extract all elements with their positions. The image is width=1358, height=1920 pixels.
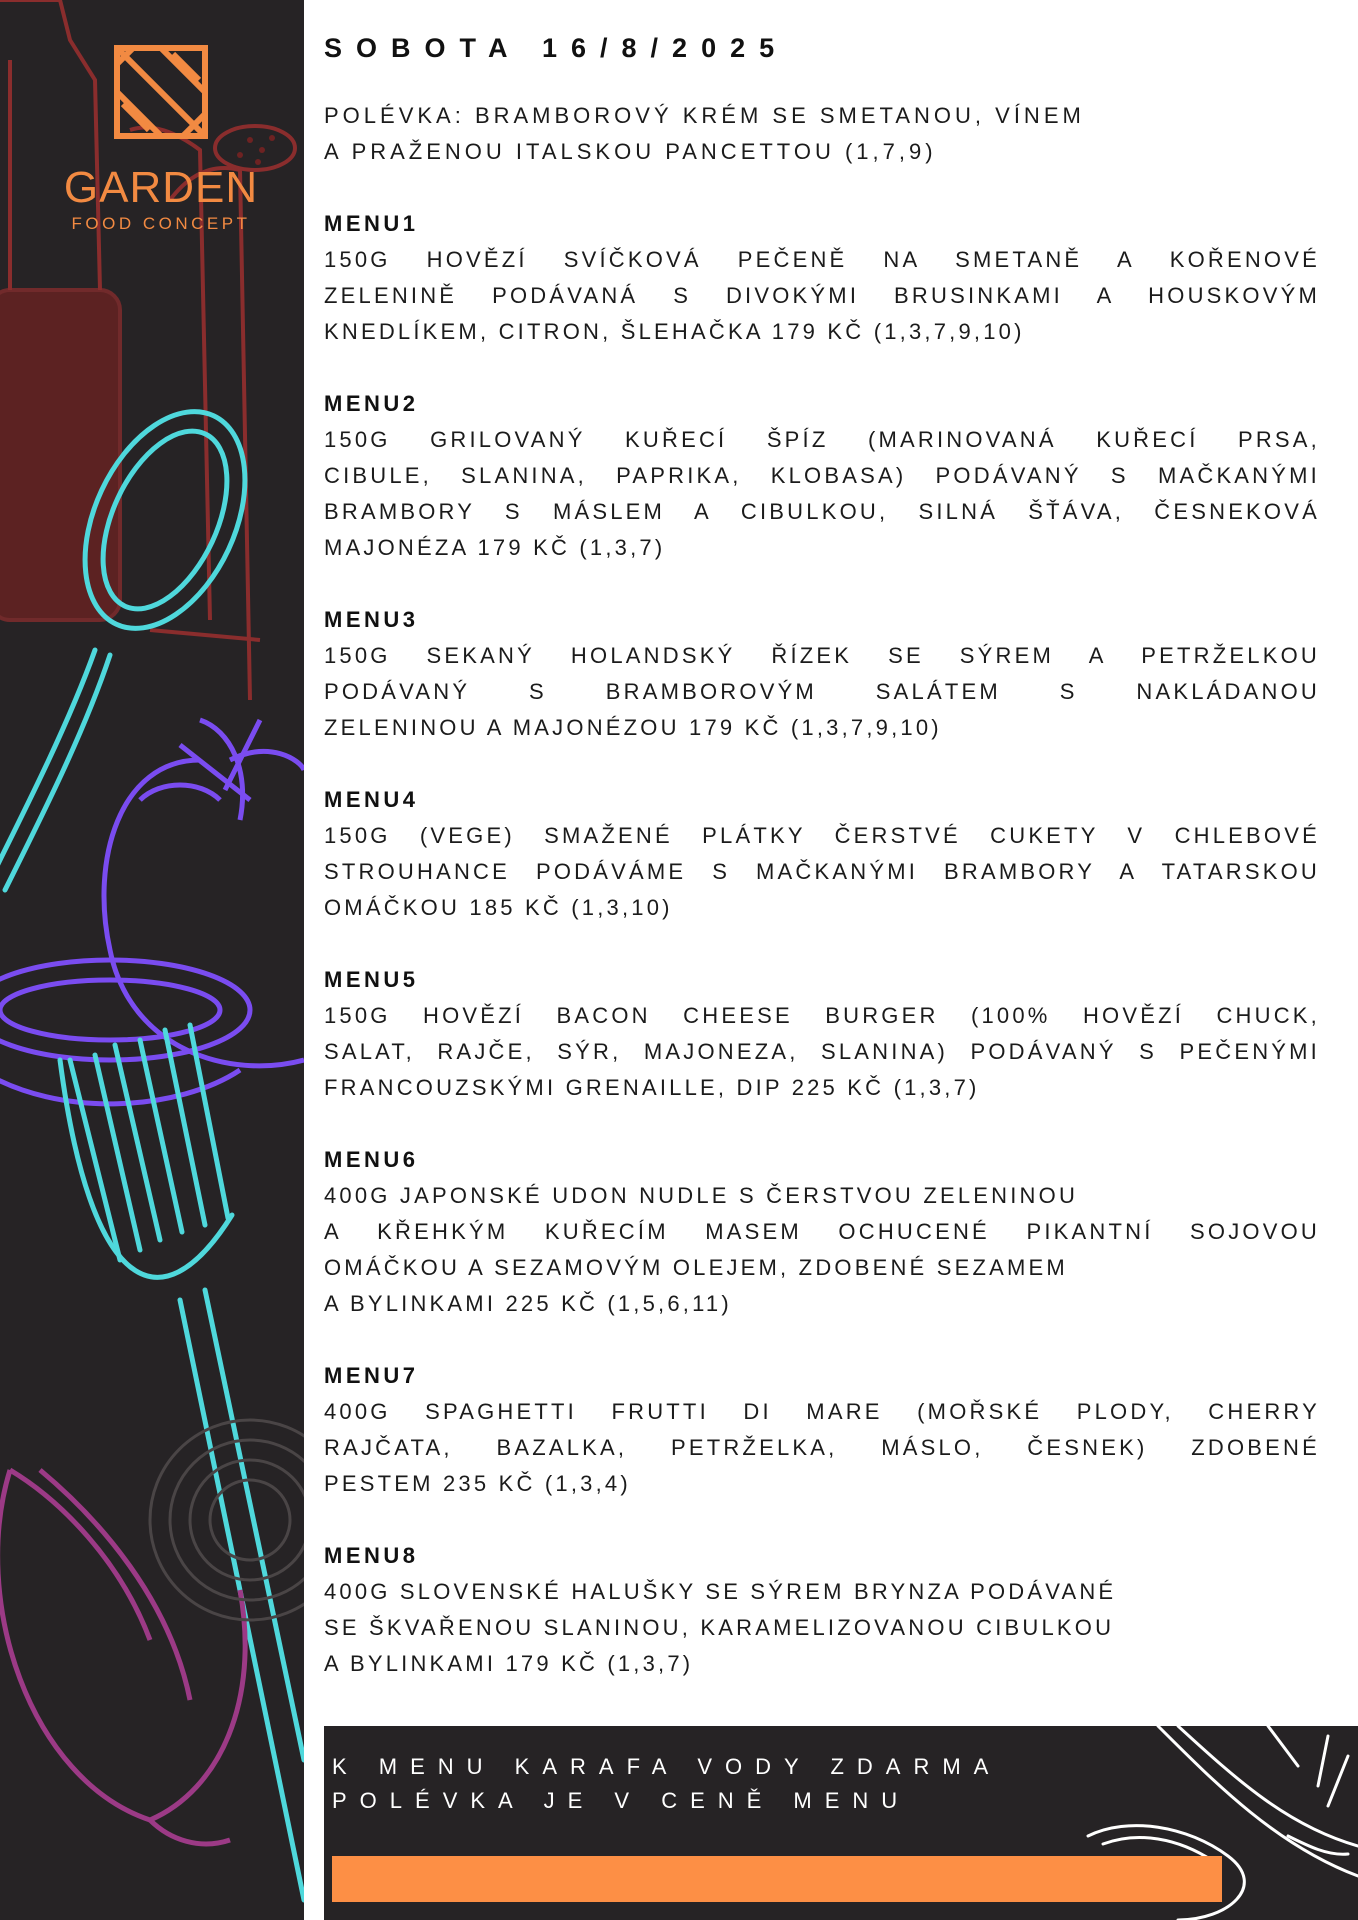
description-line: 150G SEKANÝ HOLANDSKÝ ŘÍZEK SE SÝREM A PETRŽELKOU [324, 643, 1320, 668]
accent-bar [332, 1856, 1222, 1902]
brand-logo [48, 44, 274, 234]
brand-tagline: FOOD CONCEPT [71, 214, 251, 233]
menu-item-8 [324, 1538, 1320, 1682]
onion-icon [0, 1470, 245, 1844]
description-line: 150G (VEGE) SMAŽENÉ PLÁTKY ČERSTVÉ CUKETY V CHLEBOVÉ [324, 823, 1320, 848]
soup-line: A PRAŽENOU ITALSKOU PANCETTOU (1,7,9) [324, 139, 937, 164]
description-line: BRAMBORY S MÁSLEM A CIBULKOU, SILNÁ ŠŤÁVA, ČESNEKOVÁ [324, 499, 1320, 524]
description-line: ZELENINĚ PODÁVANÁ S DIVOKÝMI BRUSINKAMI A HOUSKOVÝM [324, 283, 1320, 308]
menu-title: MENU5 [324, 967, 419, 992]
description-line: CIBULE, SLANINA, PAPRIKA, KLOBASA) PODÁVANÝ S MAČKANÝMI [324, 463, 1320, 488]
description-line: 150G HOVĚZÍ BACON CHEESE BURGER (100% HOVĚZÍ CHUCK, [324, 1003, 1320, 1028]
description-line: SALAT, RAJČE, SÝR, MAJONEZA, SLANINA) PODÁVANÝ S PEČENÝMI [324, 1039, 1320, 1064]
menu-description [324, 422, 1320, 566]
menu-description [324, 1178, 1320, 1322]
menu-description [324, 1394, 1320, 1502]
description-line: 400G SLOVENSKÉ HALUŠKY SE SÝREM BRYNZA PODÁVANÉ [324, 1579, 1117, 1604]
description-line: 400G JAPONSKÉ UDON NUDLE S ČERSTVOU ZELENINOU [324, 1183, 1079, 1208]
decorative-sidebar [0, 0, 304, 1920]
description-line: A KŘEHKÝM KUŘECÍM MASEM OCHUCENÉ PIKANTNÍ SOJOVOU [324, 1219, 1320, 1244]
menu-item-5 [324, 962, 1320, 1106]
menu-title: MENU8 [324, 1543, 419, 1568]
menu-description [324, 242, 1320, 350]
menu-description [324, 638, 1320, 746]
description-line: STROUHANCE PODÁVÁME S MAČKANÝMI BRAMBORY A TATARSKOU [324, 859, 1320, 884]
menu-item-6 [324, 1142, 1320, 1322]
description-line: A BYLINKAMI 179 KČ (1,3,7) [324, 1651, 694, 1676]
menu-item-7 [324, 1358, 1320, 1502]
description-line: OMÁČKOU 185 KČ (1,3,10) [324, 895, 673, 920]
soup-of-the-day [324, 98, 1320, 170]
soup-line: POLÉVKA: BRAMBOROVÝ KRÉM SE SMETANOU, VÍNEM [324, 103, 1085, 128]
footer-note: K MENU KARAFA VODY ZDARMA [332, 1754, 1002, 1779]
description-line: MAJONÉZA 179 KČ (1,3,7) [324, 535, 666, 560]
menu-title: MENU3 [324, 607, 419, 632]
logo-mark-icon [113, 44, 209, 140]
description-line: PODÁVANÝ S BRAMBOROVÝM SALÁTEM S NAKLÁDANOU [324, 679, 1320, 704]
description-line: A BYLINKAMI 225 KČ (1,5,6,11) [324, 1291, 732, 1316]
description-line: PESTEM 235 KČ (1,3,4) [324, 1471, 631, 1496]
description-line: 150G HOVĚZÍ SVÍČKOVÁ PEČENĚ NA SMETANĚ A KOŘENOVÉ [324, 247, 1320, 272]
menu-date: SOBOTA 16/8/2025 [324, 33, 789, 63]
menu-title: MENU7 [324, 1363, 419, 1388]
footer-note: POLÉVKA JE V CENĚ MENU [332, 1788, 911, 1813]
description-line: FRANCOUZSKÝMI GRENAILLE, DIP 225 KČ (1,3,7) [324, 1075, 980, 1100]
footer-banner [324, 1726, 1358, 1920]
menu-item-3 [324, 602, 1320, 746]
tomato-icon [104, 720, 304, 1066]
menu-description [324, 1574, 1320, 1682]
description-line: KNEDLÍKEM, CITRON, ŠLEHAČKA 179 KČ (1,3,7,9,10) [324, 319, 1025, 344]
kitchen-illustration [0, 0, 304, 1920]
description-line: 150G GRILOVANÝ KUŘECÍ ŠPÍZ (MARINOVANÁ KUŘECÍ PRSA, [324, 427, 1320, 452]
menu-title: MENU2 [324, 391, 419, 416]
menu-item-4 [324, 782, 1320, 926]
menu-description [324, 998, 1320, 1106]
description-line: SE ŠKVAŘENOU SLANINOU, KARAMELIZOVANOU CIBULKOU [324, 1615, 1115, 1640]
menu-title: MENU4 [324, 787, 419, 812]
menu-title: MENU1 [324, 211, 419, 236]
description-line: 400G SPAGHETTI FRUTTI DI MARE (MOŘSKÉ PLODY, CHERRY [324, 1399, 1320, 1424]
daily-menu [324, 28, 1320, 1718]
menu-item-2 [324, 386, 1320, 566]
menu-description [324, 818, 1320, 926]
description-line: ZELENINOU A MAJONÉZOU 179 KČ (1,3,7,9,10) [324, 715, 942, 740]
description-line: RAJČATA, BAZALKA, PETRŽELKA, MÁSLO, ČESNEK) ZDOBENÉ [324, 1435, 1320, 1460]
brand-name: GARDEN [63, 163, 259, 212]
description-line: OMÁČKOU A SEZAMOVÝM OLEJEM, ZDOBENÉ SEZAMEM [324, 1255, 1068, 1280]
menu-title: MENU6 [324, 1147, 419, 1172]
menu-item-1 [324, 206, 1320, 350]
